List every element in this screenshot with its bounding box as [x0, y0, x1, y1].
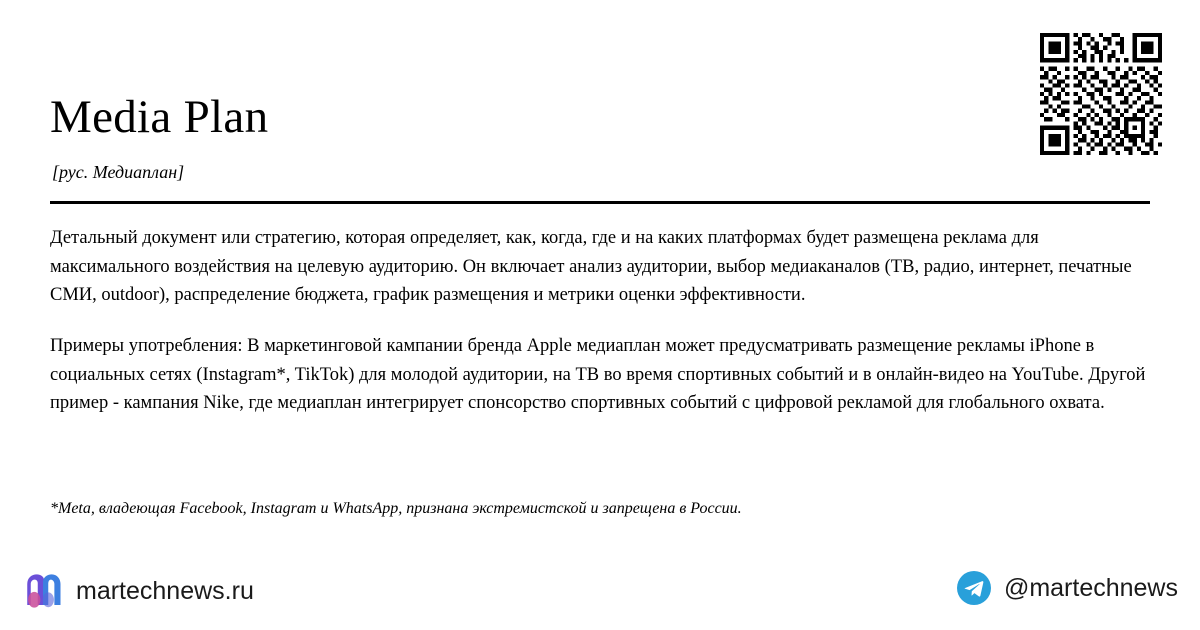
page-footer	[0, 558, 1200, 630]
qr-code-svg	[1040, 33, 1162, 155]
page-subtitle: [рус. Медиаплан]	[52, 162, 185, 182]
qr-code-icon	[1040, 33, 1162, 155]
definition-body	[50, 224, 1150, 418]
page-title: Media Plan	[50, 91, 269, 143]
telegram-block[interactable]	[956, 570, 1178, 606]
telegram-handle[interactable]: @martechnews	[1003, 573, 1178, 602]
title-divider	[50, 201, 1150, 204]
definition-paragraph: Детальный документ или стратегию, которая определяет, как, когда, где и на каких платформах будет размещена реклама для максимального воздействия на целевую аудиторию. Он включает анализ аудитории, выбор медиаканалов (ТВ, радио, интернет, печатные СМИ, outdoor), распределение бюджета, график размещения и метрики оценки эффективности.	[50, 228, 1132, 306]
brand-name: martechnews.ru	[76, 576, 254, 605]
martech-m-logo-icon	[22, 570, 64, 612]
usage-examples-paragraph: Примеры употребления: В маркетинговой кампании бренда Apple медиаплан может предусматривать размещение рекламы iPhone в социальных сетях (Instagram*, TikTok) для молодой аудитории, на ТВ во время спортивных событий и в онлайн-видео на YouTube. Другой пример - кампания Nike, где медиаплан интегрирует спонсорство спортивных событий с цифровой рекламой для глобального охвата.	[50, 336, 1146, 414]
brand-block	[22, 570, 254, 612]
telegram-icon[interactable]	[956, 570, 992, 606]
legal-footnote: *Meta, владеющая Facebook, Instagram и WhatsApp, признана экстремистской и запрещена в России.	[50, 500, 742, 517]
